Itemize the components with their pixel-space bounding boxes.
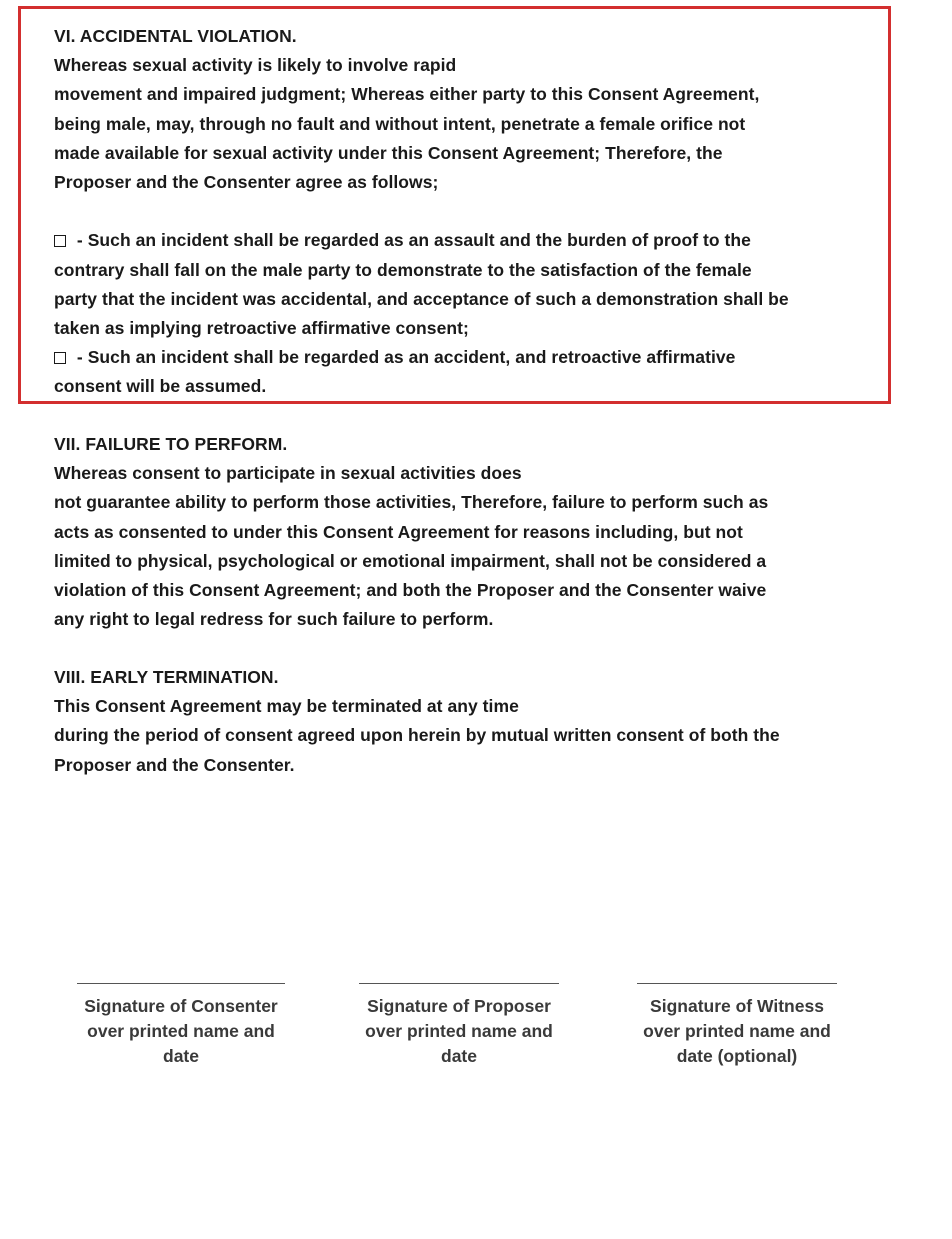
- option-text: - Such an incident shall be regarded as an assault and the burden of proof to the: [72, 230, 751, 251]
- checkbox-accident[interactable]: [54, 352, 66, 364]
- section-text-line: during the period of consent agreed upon herein by mutual written consent of both the: [54, 725, 780, 746]
- section-text-line: acts as consented to under this Consent Agreement for reasons including, but not: [54, 521, 743, 542]
- signature-caption: [612, 994, 862, 1069]
- signature-caption-line: Signature of Witness: [650, 996, 824, 1016]
- section-text-line: limited to physical, psychological or emotional impairment, shall not be considered a: [54, 550, 767, 571]
- signature-caption-line: date: [163, 1046, 199, 1066]
- section-text-line: Whereas consent to participate in sexual activities does: [54, 463, 522, 484]
- signature-block-proposer: [334, 982, 584, 1069]
- signature-caption-line: Signature of Consenter: [84, 996, 278, 1016]
- section-heading: VI. ACCIDENTAL VIOLATION.: [54, 26, 297, 46]
- signature-block-witness: [612, 982, 862, 1069]
- section-text-line: movement and impaired judgment; Whereas either party to this Consent Agreement,: [54, 84, 760, 105]
- option-text-line: contrary shall fall on the male party to demonstrate to the satisfaction of the female: [54, 259, 752, 280]
- section-text-line: made available for sexual activity under this Consent Agreement; Therefore, the: [54, 142, 723, 163]
- checkbox-assault[interactable]: [54, 235, 66, 247]
- signature-caption-line: date (optional): [676, 1046, 798, 1066]
- section-text-line: Proposer and the Consenter.: [54, 754, 295, 775]
- section-heading: VII. FAILURE TO PERFORM.: [54, 434, 288, 454]
- option-assault-line: [54, 226, 884, 255]
- signature-caption-line: Signature of Proposer: [367, 996, 551, 1016]
- section-heading: VIII. EARLY TERMINATION.: [54, 667, 279, 687]
- signature-line-proposer[interactable]: [359, 982, 559, 984]
- signature-caption-line: over printed name and: [643, 1021, 831, 1041]
- section-text-line: Proposer and the Consenter agree as follows;: [54, 172, 439, 193]
- option-text: - Such an incident shall be regarded as an accident, and retroactive affirmative: [72, 347, 736, 368]
- signature-caption-line: date: [441, 1046, 477, 1066]
- signature-caption: [334, 994, 584, 1069]
- section-text-line: This Consent Agreement may be terminated at any time: [54, 696, 519, 717]
- signature-caption-line: over printed name and: [365, 1021, 553, 1041]
- option-accident-line: [54, 343, 884, 372]
- option-text-line: consent will be assumed.: [54, 376, 267, 397]
- signature-line-witness[interactable]: [637, 982, 837, 984]
- section-early-termination: [54, 663, 884, 780]
- section-text-line: any right to legal redress for such failure to perform.: [54, 609, 494, 630]
- section-text-line: not guarantee ability to perform those activities, Therefore, failure to perform such as: [54, 492, 769, 513]
- blank-line: [54, 197, 884, 226]
- option-text-line: party that the incident was accidental, and acceptance of such a demonstration shall be: [54, 288, 789, 309]
- signature-line-consenter[interactable]: [77, 982, 285, 984]
- section-failure-to-perform: [54, 430, 884, 634]
- section-accidental-violation: [54, 22, 884, 402]
- section-text-line: violation of this Consent Agreement; and both the Proposer and the Consenter waive: [54, 580, 767, 601]
- option-text-line: taken as implying retroactive affirmative consent;: [54, 318, 469, 339]
- section-text-line: Whereas sexual activity is likely to involve rapid: [54, 55, 457, 76]
- signature-caption: [56, 994, 306, 1069]
- signature-caption-line: over printed name and: [87, 1021, 275, 1041]
- section-text-line: being male, may, through no fault and without intent, penetrate a female orifice not: [54, 113, 746, 134]
- signature-block-consenter: [56, 982, 306, 1069]
